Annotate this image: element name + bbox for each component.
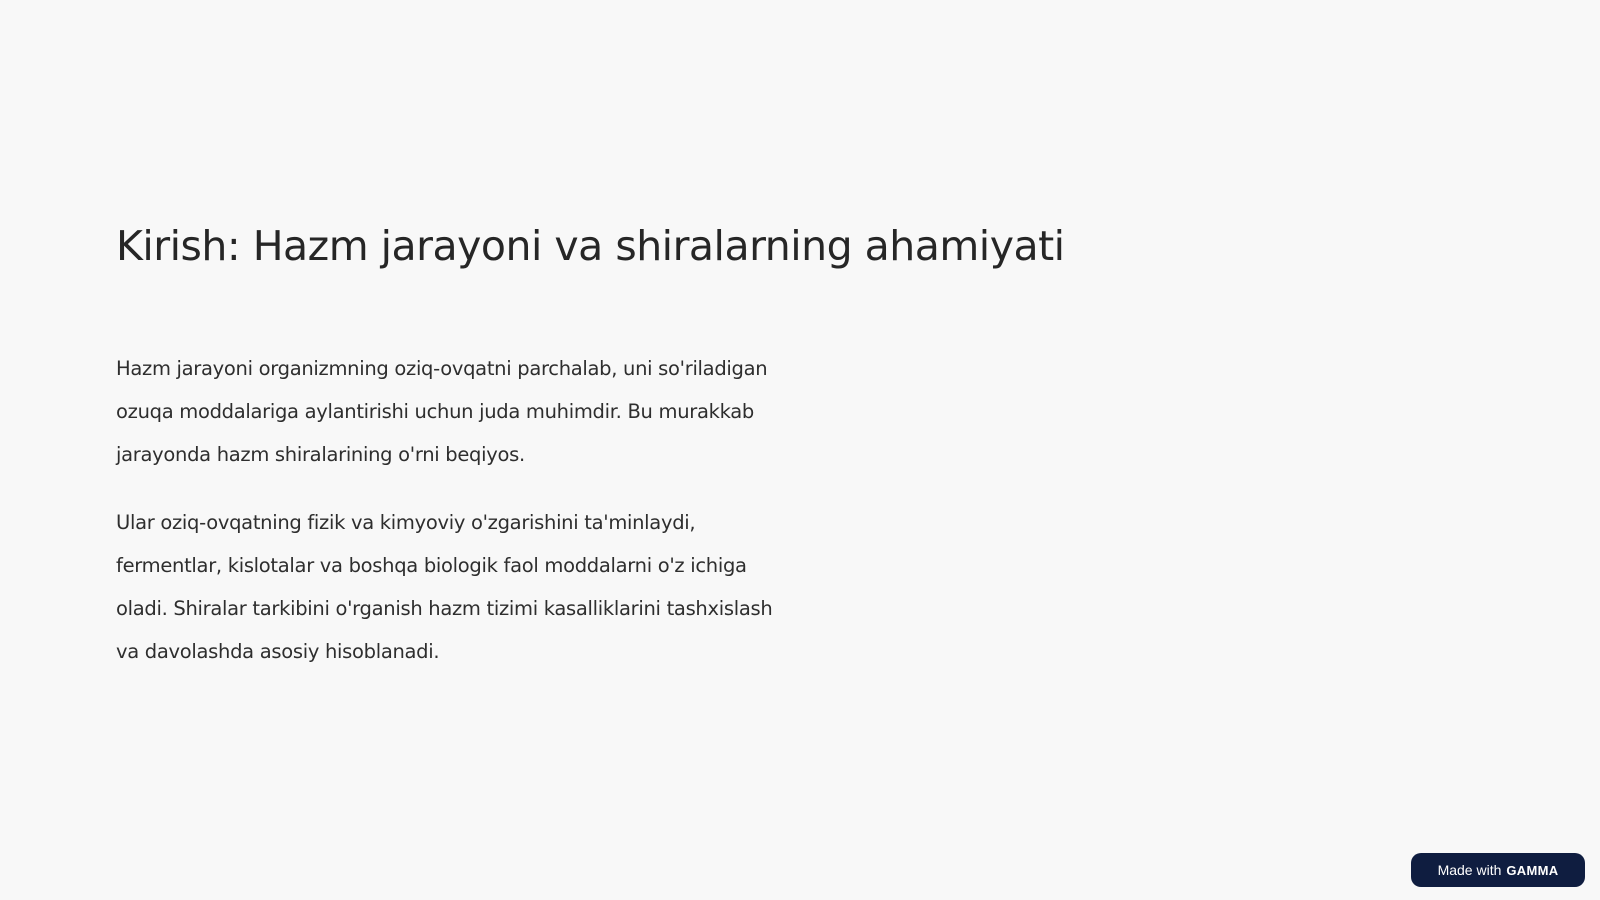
gamma-logo: GAMMA bbox=[1506, 862, 1559, 878]
made-with-gamma-badge[interactable] bbox=[1411, 853, 1585, 887]
badge-prefix-text: Made with bbox=[1437, 862, 1502, 878]
paragraph-details: Ular oziq-ovqatning fizik va kimyoviy o'zgarishini ta'minlaydi, fermentlar, kislotalar va boshqa biologik faol moddalarni o'z ichiga oladi. Shiralar tarkibini o'rganish hazm tizimi kasalliklarini tashxislash va davolashda asosiy hisoblanadi. bbox=[116, 511, 773, 663]
slide-title: Kirish: Hazm jarayoni va shiralarning ahamiyati bbox=[116, 222, 1065, 270]
paragraph-intro: Hazm jarayoni organizmning oziq-ovqatni parchalab, uni so'riladigan ozuqa moddalariga aylantirishi uchun juda muhimdir. Bu murakkab jarayonda hazm shiralarining o'rni beqiyos. bbox=[116, 357, 768, 466]
